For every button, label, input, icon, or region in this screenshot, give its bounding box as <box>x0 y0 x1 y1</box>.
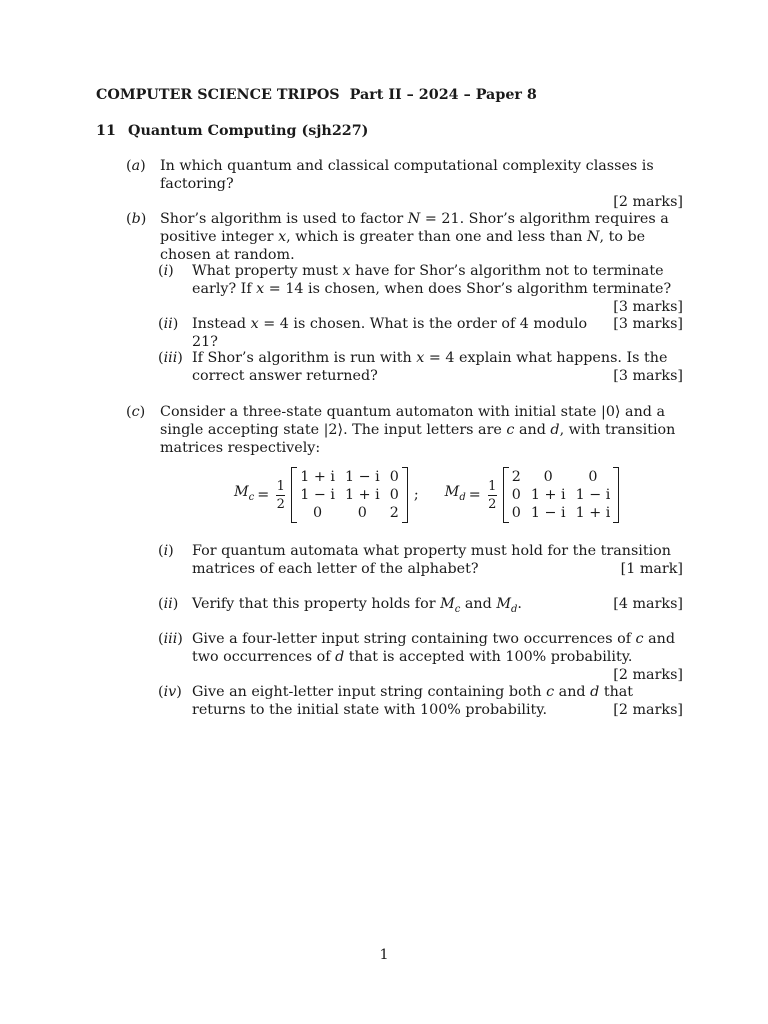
part-a <box>126 157 683 211</box>
part-c-i-label: (i) <box>158 543 174 559</box>
part-b-ii-text: [3 marks] Instead x = 4 is chosen. What is the order of 4 modulo 21? <box>192 316 683 350</box>
part-b-text: Shor’s algorithm is used to factor N = 21. Shor’s algorithm requires a positive integer x, which is greater than one and less than N, to be chosen at random. <box>160 211 669 263</box>
part-c-text: Consider a three-state quantum automaton with initial state |0⟩ and a single accepting state |2⟩. The input letters are c and d, with transition matrices respectively: <box>160 404 676 456</box>
part-b-i-label: (i) <box>158 263 174 279</box>
part-a-text: In which quantum and classical computational complexity classes is factoring? <box>160 158 654 192</box>
matrix-mc: 1 + i 1 − i 0 1 − i 1 + i 0 0 0 2 <box>291 468 408 522</box>
part-c-ii-label: (ii) <box>158 596 179 612</box>
question-number: 11 <box>96 123 116 139</box>
part-c-iii <box>158 630 683 684</box>
part-c-iv-marks: [2 marks] <box>613 702 683 718</box>
part-b-iii <box>158 349 683 385</box>
matrix-md: 2 0 0 0 1 + i 1 − i 0 1 − i 1 + i <box>503 468 620 522</box>
part-b-ii-label: (ii) <box>158 316 179 332</box>
matrix-mc-name: $M_c$ <box>234 484 255 503</box>
part-c-label: (c) <box>126 404 146 420</box>
part-c-i <box>158 542 683 578</box>
part-c <box>126 403 683 457</box>
question-title: Quantum Computing (sjh227) <box>128 123 369 139</box>
matrix-md-name: $M_d$ <box>444 484 466 503</box>
part-c-ii-text: [4 marks] Verify that this property holds for $M_c$ and $M_d$. <box>192 596 683 615</box>
part-b-iii-label: (iii) <box>158 350 183 366</box>
part-b-i-text: What property must x have for Shor’s algorithm not to terminate early? If x = 14 is chosen, when does Shor’s algorithm terminate? [3 marks] <box>192 263 683 315</box>
part-b-ii <box>158 315 683 351</box>
part-b-iii-text: If Shor’s algorithm is run with x = 4 explain what happens. Is the correct answer returned? [3 marks] <box>192 350 683 384</box>
part-c-ii <box>158 595 683 619</box>
part-b-label: (b) <box>126 211 147 227</box>
part-b <box>126 210 683 264</box>
paper-header: COMPUTER SCIENCE TRIPOS Part II – 2024 – Paper 8 <box>96 87 537 103</box>
part-b-i-marks: [3 marks] <box>613 299 683 315</box>
part-b-i <box>158 262 683 316</box>
part-c-iv <box>158 683 683 719</box>
page-number: 1 <box>379 947 389 963</box>
part-c-iii-label: (iii) <box>158 631 183 647</box>
part-c-ii-marks: [4 marks] <box>613 596 683 612</box>
part-a-label: (a) <box>126 158 146 174</box>
part-c-i-text: For quantum automata what property must hold for the transition matrices of each letter of the alphabet? [1 mark] <box>192 543 683 577</box>
transition-matrices: $M_c$ = $\frac{1}{2}$ 1 + i 1 − i 0 1 − i 1 + i 0 0 0 2 ; $M_d$ = $\frac{1}{2}$ 2 0 0 0 1 + i 1 − i 0 1 − i 1 + i <box>234 466 621 524</box>
question-heading <box>96 122 368 140</box>
part-c-iii-text: Give a four-letter input string containing two occurrences of c and two occurrences of d that is accepted with 100% probability. [2 marks] <box>192 631 683 683</box>
part-c-iii-marks: [2 marks] <box>613 667 683 683</box>
part-c-iv-label: (iv) <box>158 684 182 700</box>
fraction-half: $\frac{1}{2}$ <box>276 478 285 512</box>
fraction-half-2: $\frac{1}{2}$ <box>488 478 497 512</box>
part-b-iii-marks: [3 marks] <box>613 368 683 384</box>
part-a-marks: [2 marks] <box>613 194 683 210</box>
part-c-i-marks: [1 mark] <box>620 561 683 577</box>
part-b-ii-marks: [3 marks] <box>613 316 683 332</box>
part-c-iv-text: Give an eight-letter input string containing both c and d that returns to the initial state with 100% probability. [2 marks] <box>192 684 683 718</box>
